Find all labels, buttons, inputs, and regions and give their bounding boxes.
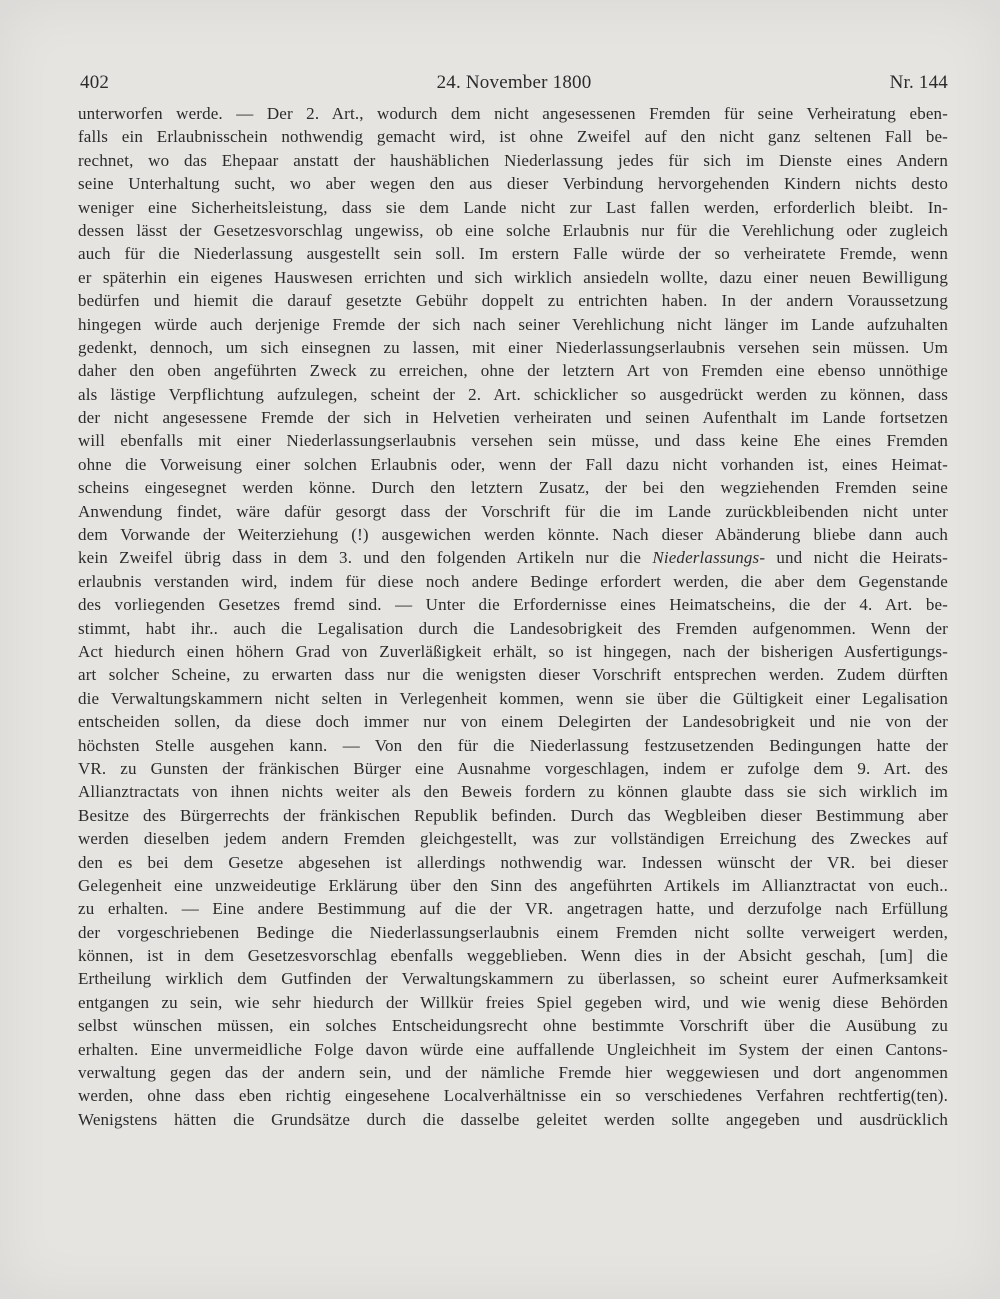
text-line: rechnet, wo das Ehepaar anstatt der haushäblichen Niederlassung jedes für sich im Dienste eines Andern xyxy=(78,150,948,170)
body-text xyxy=(78,102,948,1131)
text-line: seine Unterhaltung sucht, wo aber wegen den aus dieser Verbindung hervorgehenden Kindern nichts desto xyxy=(78,174,948,194)
text-line: den es bei dem Gesetze abgesehen ist allerdings nothwendig war. Indessen wünscht der VR. bei dieser xyxy=(78,852,948,872)
text-line: Allianztractats von ihnen nichts weiter als den Beweis fordern zu können glaubte dass sie sich wirklich im xyxy=(78,782,948,802)
text-line: höchsten Stelle ausgehen kann. — Von den für die Niederlassung festzusetzenden Bedingungen hatte der xyxy=(78,735,948,755)
text-line: VR. zu Gunsten der fränkischen Bürger eine Ausnahme vorgeschlagen, indem er zufolge dem 9. Art. des xyxy=(78,758,948,778)
text-line: selbst wünschen müssen, ein solches Entscheidungsrecht ohne bestimmte Vorschrift über die Ausübung zu xyxy=(78,1016,948,1036)
text-line: bedürfen und hiemit die darauf gesetzte Gebühr doppelt zu entrichten haben. In der andern Voraussetzung xyxy=(78,291,948,311)
text-line: ohne die Vorweisung einer solchen Erlaubnis oder, wenn der Fall dazu nicht vorhanden ist, eines Heimat- xyxy=(78,454,948,474)
text-line: werden, ohne dass eben richtig eingesehene Localverhältnisse ein so verschiedenes Verfahren rechtfertig(ten). xyxy=(78,1086,948,1106)
text-line: werden dieselben jedem andern Fremden gleichgestellt, was zur vollständigen Erreichung des Zweckes auf xyxy=(78,829,948,849)
text-line: stimmt, habt ihr.. auch die Legalisation durch die Landesobrigkeit des Fremden aufgenommen. Wenn der xyxy=(78,618,948,638)
text-line: Wenigstens hätten die Grundsätze durch die dasselbe geleitet werden sollte angegeben und ausdrücklich xyxy=(78,1109,948,1129)
page-date: 24. November 1800 xyxy=(436,72,592,93)
text-line: der nicht angesessene Fremde der sich in Helvetien verheiraten und seinen Aufenthalt im Lande fortsetzen xyxy=(78,408,948,428)
text-line: die Verwaltungskammern nicht selten in Verlegenheit kommen, wenn sie über die Gültigkeit einer Legalisation xyxy=(78,688,948,708)
text-line: falls ein Erlaubnisschein nothwendig gemacht wird, ist ohne Zweifel auf den nicht ganz seltenen Fall be- xyxy=(78,127,948,147)
text-line: auch für die Niederlassung ausgestellt sein soll. Im erstern Falle würde der so verheiratete Fremde, wenn xyxy=(78,244,948,264)
page-number: 402 xyxy=(80,72,110,93)
text-line: des vorliegenden Gesetzes fremd sind. — Unter die Erfordernisse eines Heimatscheins, die der 4. Art. be- xyxy=(78,595,948,615)
text-line: zu erhalten. — Eine andere Bestimmung auf die der VR. angetragen hatte, und derzufolge nach Erfüllung xyxy=(78,899,948,919)
text-line: erhalten. Eine unvermeidliche Folge davon würde eine auffallende Ungleichheit im System der einen Cantons- xyxy=(78,1039,948,1059)
text-line: Gelegenheit eine unzweideutige Erklärung über den Sinn des angeführten Artikels im Allianztractat von euch.. xyxy=(78,875,948,895)
text-line: erlaubnis verstanden wird, indem für diese noch andere Bedinge erfordert werden, die aber dem Gegenstande xyxy=(78,571,948,591)
text-line: entscheiden sollen, da diese doch immer nur von einem Delegirten der Landesobrigkeit und nie von der xyxy=(78,712,948,732)
text-line: daher den oben angeführten Zweck zu erreichen, ohne der letztern Art von Fremden eine ebenso unnöthige xyxy=(78,361,948,381)
text-line: will ebenfalls mit einer Niederlassungserlaubnis versehen sein müsse, und dass keine Ehe eines Fremden xyxy=(78,431,948,451)
text-line: Act hiedurch einen höhern Grad von Zuverläßigkeit erhält, so ist hingegen, nach der bisherigen Ausfertigungs- xyxy=(78,641,948,661)
page-header xyxy=(80,70,948,96)
text-line: scheins eingesegnet werden könne. Durch den letztern Zusatz, der bei den wegziehenden Fremden seine xyxy=(78,478,948,498)
text-line: Anwendung findet, wäre dafür gesorgt dass der Vorschrift für die im Lande zurückbleibenden nicht unter xyxy=(78,501,948,521)
text-line: als lästige Verpflichtung aufzulegen, scheint der 2. Art. schicklicher so ausgedrückt werden zu können, dass xyxy=(78,384,948,404)
text-line: dessen lässt der Gesetzesvorschlag ungewiss, ob eine solche Erlaubnis nur für die Verehlichung oder zugleich xyxy=(78,220,948,240)
text-line: weniger eine Sicherheitsleistung, dass sie dem Lande nicht zur Last fallen werden, erforderlich bleibt. In- xyxy=(78,197,948,217)
text-line: Besitze des Bürgerrechts der fränkischen Republik befinden. Durch das Wegbleiben dieser Bestimmung aber xyxy=(78,805,948,825)
text-line: art solcher Scheine, zu erwarten dass nur die wenigsten dieser Vorschrift entsprechen werden. Zudem dürften xyxy=(78,665,948,685)
text-line: gedenkt, dennoch, um sich einsegnen zu lassen, mit einer Niederlassungserlaubnis versehen sein müssen. Um xyxy=(78,337,948,357)
text-line: können, ist in dem Gesetzesvorschlag ebenfalls weggeblieben. Wenn dies in der Absicht geschah, [um] die xyxy=(78,946,948,966)
text-line: verwaltung gegen das der andern sein, und der nämliche Fremde hier weggewiesen und dort angenommen xyxy=(78,1063,948,1083)
text-line: unterworfen werde. — Der 2. Art., wodurch dem nicht angesessenen Fremden für seine Verheiratung eben- xyxy=(78,104,948,123)
text-line: der vorgeschriebenen Bedinge die Niederlassungserlaubnis einem Fremden nicht sollte verweigert werden, xyxy=(78,922,948,942)
text-line: dem Vorwande der Weiterziehung (!) ausgewichen werden könnte. Nach dieser Abänderung bliebe dann auch xyxy=(78,525,948,545)
text-line: er späterhin ein eigenes Hauswesen errichten und sich wirklich ansiedeln wollte, dazu einer neuen Bewilligung xyxy=(78,267,948,287)
text-line: hingegen würde auch derjenige Fremde der sich nach seiner Verehlichung nicht länger im Lande aufzuhalten xyxy=(78,314,948,334)
text-line: kein Zweifel übrig dass in dem 3. und den folgenden Artikeln nur die Niederlassungs- und nicht die Heirats- xyxy=(78,548,948,568)
emphasized-term: Niederlassungs- xyxy=(652,548,766,568)
text-line: entgangen zu sein, wie sehr hiedurch der Willkür freies Spiel gegeben wird, und wie wenig diese Behörden xyxy=(78,992,948,1012)
text-line: Ertheilung wirklich dem Gutfinden der Verwaltungskammern zu überlassen, so scheint eurer Aufmerksamkeit xyxy=(78,969,948,989)
document-number: Nr. 144 xyxy=(889,72,948,93)
